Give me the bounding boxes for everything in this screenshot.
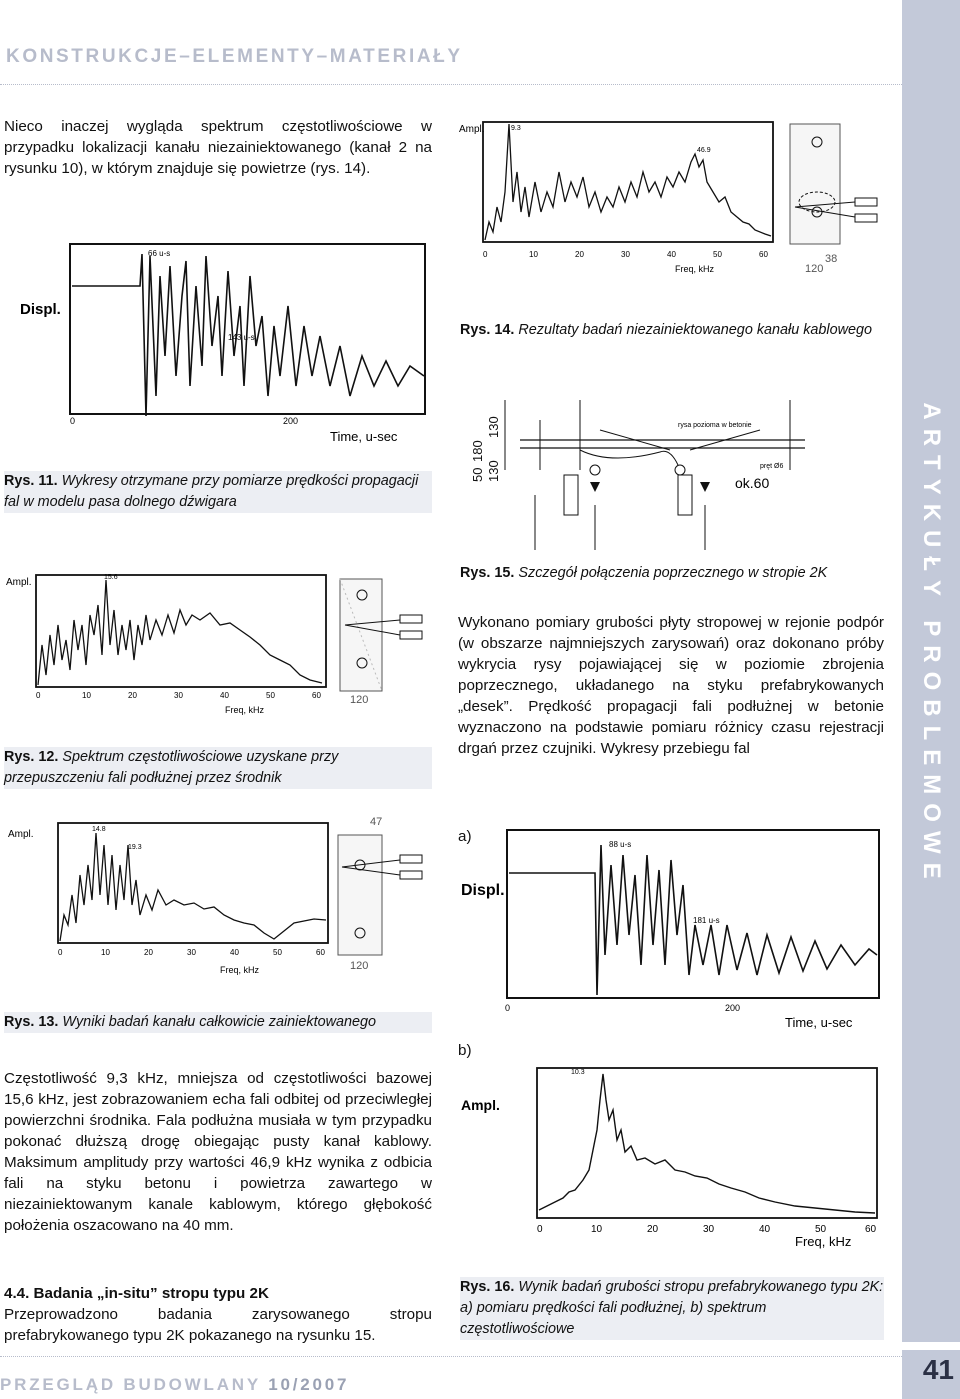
paragraph-3: Przeprowadzono badania zarysowanego stropu prefabrykowanego typu 2K pokazanego na rysunku 15. <box>4 1306 432 1344</box>
svg-text:9.3: 9.3 <box>511 125 521 132</box>
footer-journal: PRZEGLĄD BUDOWLANY 10/2007 <box>0 1375 350 1394</box>
svg-text:0: 0 <box>483 250 488 259</box>
fig16-label-a: a) <box>458 828 472 845</box>
sidebar-label: ARTYKUŁY PROBLEMOWE <box>918 402 945 888</box>
fig12-chart <box>0 565 430 720</box>
fig14-caption: Rys. 14. Rezultaty badań niezainiektowanego kanału kablowego <box>460 322 873 338</box>
intro-paragraph: Nieco inaczej wygląda spektrum częstotliwościowe w przypadku lokalizacji kanału niezainiektowanego (kanał 2 na rysunku 10), w którym znajduje się powietrze (rys. 14). <box>4 118 432 177</box>
paragraph-2: Częstotliwość 9,3 kHz, mniejsza od częstotliwości bazowej 15,6 kHz, jest zobrazowaniem echa fali odbitej od przeciwległej powierzchni środnika. Fala podłużna musiała w tym przypadku pokonać dłuższą drogę obiegając pusty kanał kablowy. Maksimum amplitudy przy wartości 46,9 kHz wynika z odbicia fali na styku betonu i powietrza zawartego w niezainiektowanym kanale kablowym, którego głębokość położenia oszacowano na 40 mm. <box>4 1070 432 1234</box>
svg-text:10: 10 <box>591 1224 603 1235</box>
svg-text:120: 120 <box>350 694 369 706</box>
page-number: 41 <box>902 1350 960 1399</box>
svg-text:50: 50 <box>815 1224 827 1235</box>
svg-text:Freq, kHz: Freq, kHz <box>225 705 265 715</box>
svg-text:30: 30 <box>703 1224 715 1235</box>
svg-text:30: 30 <box>187 948 196 957</box>
footer-divider <box>0 1356 902 1357</box>
fig16-caption: Rys. 16. Wynik badań grubości stropu prefabrykowanego typu 2K: a) pomiaru prędkości fali podłużnej, b) spektrum częstotliwościowe <box>460 1277 884 1340</box>
fig12-caption: Rys. 12. Spektrum częstotliwościowe uzyskane przy przepuszczeniu fali podłużnej przez środnik <box>4 747 432 789</box>
svg-text:50: 50 <box>266 691 275 700</box>
svg-text:Ampl.: Ampl. <box>461 1097 500 1113</box>
svg-text:47: 47 <box>370 816 383 828</box>
svg-text:0: 0 <box>70 416 76 426</box>
svg-text:50: 50 <box>273 948 282 957</box>
fig14-chart <box>455 112 895 282</box>
svg-text:143 u-s: 143 u-s <box>228 333 255 342</box>
svg-text:40: 40 <box>667 250 676 259</box>
svg-text:10: 10 <box>529 250 538 259</box>
svg-text:60: 60 <box>759 250 768 259</box>
right-paragraph-1: Wykonano pomiary grubości płyty stropowej w rejonie podpór (w obszarze najmniejszych zarysowań) oraz dokonano próby wykrycia rysy pojawiającej się w poziomie zbrojenia poprzecznego, układanego na styku prefabrykowanych „desek”. Prędkość propagacji fali podłużnej w betonie wyznaczono na podstawie pomiaru różnicy czasu rejestracji drgań przez czujniki. Wykresy przebiegu fal <box>458 614 884 757</box>
section-title: 4.4. Badania „in-situ” stropu typu 2K <box>4 1285 269 1302</box>
svg-text:Displ.: Displ. <box>461 882 505 899</box>
svg-text:20: 20 <box>647 1224 659 1235</box>
svg-text:60: 60 <box>312 691 321 700</box>
svg-text:Time, u-sec: Time, u-sec <box>785 1015 853 1030</box>
svg-text:180: 180 <box>470 440 485 462</box>
svg-text:rysa pozioma w betonie: rysa pozioma w betonie <box>678 422 752 429</box>
svg-text:10.3: 10.3 <box>571 1069 585 1076</box>
svg-text:38: 38 <box>825 253 838 265</box>
svg-text:Freq, kHz: Freq, kHz <box>220 965 260 975</box>
fig15-caption: Rys. 15. Szczegół połączenia poprzecznego w stropie 2K <box>460 565 828 581</box>
svg-text:pręt Ø6: pręt Ø6 <box>760 463 784 470</box>
svg-text:88 u-s: 88 u-s <box>609 840 632 849</box>
fig15-dimensions <box>470 416 501 482</box>
svg-text:66 u-s: 66 u-s <box>148 249 171 258</box>
svg-text:Freq, kHz: Freq, kHz <box>675 264 715 274</box>
fig11-xlabel: Time, u-sec <box>330 429 398 444</box>
svg-text:130: 130 <box>486 460 501 482</box>
svg-text:14.8: 14.8 <box>92 826 106 833</box>
svg-text:0: 0 <box>505 1003 511 1013</box>
svg-text:40: 40 <box>230 948 239 957</box>
svg-text:46.9: 46.9 <box>697 147 711 154</box>
svg-text:19.3: 19.3 <box>128 844 142 851</box>
svg-text:20: 20 <box>144 948 153 957</box>
fig13-chart <box>0 805 430 990</box>
svg-text:181 u-s: 181 u-s <box>693 916 720 925</box>
fig11-caption: Rys. 11. Wykresy otrzymane przy pomiarze prędkości propagacji fal w modelu pasa dolnego dźwigara <box>4 471 432 513</box>
svg-text:Ampl.: Ampl. <box>459 124 485 135</box>
svg-text:20: 20 <box>128 691 137 700</box>
svg-text:40: 40 <box>220 691 229 700</box>
svg-text:10: 10 <box>101 948 110 957</box>
svg-text:15.6: 15.6 <box>104 574 118 581</box>
header-divider <box>0 84 902 85</box>
svg-text:30: 30 <box>174 691 183 700</box>
svg-text:200: 200 <box>283 416 299 426</box>
svg-text:0: 0 <box>58 948 63 957</box>
fig11-chart <box>0 236 430 446</box>
svg-text:50: 50 <box>470 467 485 482</box>
svg-text:0: 0 <box>537 1224 543 1235</box>
svg-text:120: 120 <box>805 263 824 275</box>
fig15-diagram <box>460 390 900 555</box>
svg-text:Ampl.: Ampl. <box>6 577 32 588</box>
svg-text:30: 30 <box>621 250 630 259</box>
section-header: KONSTRUKCJE–ELEMENTY–MATERIAŁY <box>6 46 463 67</box>
svg-text:Ampl.: Ampl. <box>8 829 34 840</box>
fig16a-chart <box>455 825 885 1030</box>
svg-text:120: 120 <box>350 960 369 972</box>
svg-text:40: 40 <box>759 1224 771 1235</box>
svg-text:200: 200 <box>725 1003 741 1013</box>
svg-text:ok.60: ok.60 <box>735 475 770 491</box>
svg-text:20: 20 <box>575 250 584 259</box>
svg-text:60: 60 <box>865 1224 877 1235</box>
svg-text:10: 10 <box>82 691 91 700</box>
fig13-caption: Rys. 13. Wyniki badań kanału całkowicie zainiektowanego <box>4 1012 432 1033</box>
svg-text:60: 60 <box>316 948 325 957</box>
svg-text:0: 0 <box>36 691 41 700</box>
svg-text:50: 50 <box>713 250 722 259</box>
svg-text:130: 130 <box>486 416 501 438</box>
svg-text:Freq, kHz: Freq, kHz <box>795 1234 852 1249</box>
fig16-label-b: b) <box>458 1042 472 1059</box>
fig16b-chart <box>455 1060 895 1250</box>
fig11-ylabel: Displ. <box>20 301 61 318</box>
